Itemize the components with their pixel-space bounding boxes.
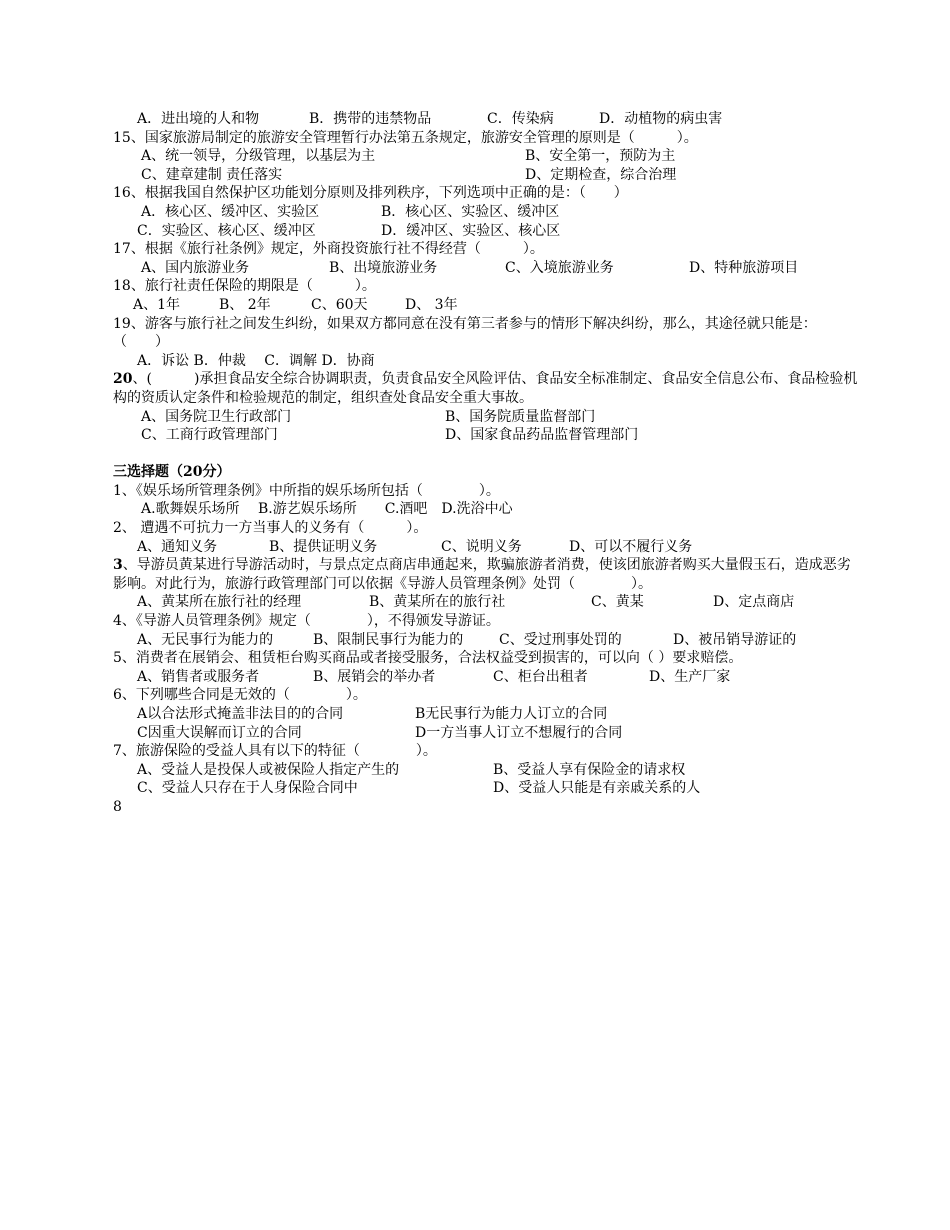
option-b: B．携带的违禁物品 — [309, 111, 432, 127]
option-d: D、定期检查，综合治理 — [525, 166, 677, 183]
question-15-stem: 15、国家旅游局制定的旅游安全管理暂行办法第五条规定，旅游安全管理的原则是（ ）。 — [113, 129, 698, 146]
option-d: D、国家食品药品监督管理部门 — [445, 427, 639, 444]
option-b: B、安全第一，预防为主 — [525, 148, 676, 165]
options-row — [113, 203, 858, 222]
option-d: D、定点商店 — [713, 594, 795, 611]
option-c: C、60天 — [311, 296, 368, 313]
option-a: A、统一领导，分级管理，以基层为主 — [141, 148, 376, 165]
question-text: 、( )承担食品安全综合协调职责，负责食品安全风险评估、食品安全标准制定、食品安全信息公布、食品检验机构的资质认定条件和检验规范的制定，组织查处食品安全重大事故。 — [113, 371, 858, 406]
option-d: D一方当事人订立不想履行的合同 — [415, 724, 623, 741]
option-c: C、受过刑事处罚的 — [499, 631, 622, 648]
option-a: A．进出境的人和物 — [137, 111, 260, 127]
question-7-stem: 7、旅游保险的受益人具有以下的特征（ ）。 — [113, 743, 437, 760]
option-d: D、 3年 — [405, 296, 458, 313]
question-number: 3 — [113, 557, 123, 574]
options-row — [113, 259, 858, 278]
question-16-stem: 16、根据我国自然保护区功能划分原则及排列秩序，下列选项中正确的是：（ ） — [113, 185, 628, 202]
option-b: B无民事行为能力人订立的合同 — [415, 706, 608, 722]
option-a: A、通知义务 — [137, 538, 218, 555]
options-row — [113, 705, 858, 724]
options-row — [113, 724, 858, 743]
option-d: D、生产厂家 — [649, 668, 731, 685]
options-row — [113, 538, 858, 557]
question-19-stem: 19、游客与旅行社之间发生纠纷，如果双方都同意在没有第三者参与的情形下解决纠纷，那么，其途径就只能是：（ ） — [113, 315, 817, 351]
option-a: A．核心区、缓冲区、实验区 — [141, 203, 320, 220]
question-18-stem: 18、旅行社责任保险的期限是（ ）。 — [113, 278, 376, 295]
option-a: A以合法形式掩盖非法目的的合同 — [137, 706, 344, 722]
question-3-stem — [113, 556, 858, 593]
option-c: C．实验区、核心区、缓冲区 — [137, 222, 316, 239]
question-8-number: 8 — [113, 798, 122, 815]
question-6-stem: 6、下列哪些合同是无效的（ ）。 — [113, 687, 367, 704]
option-c: C．传染病 — [487, 111, 554, 127]
question-5-stem: 5、消费者在展销会、租赁柜台购买商品或者接受服务，合法权益受到损害的，可以向（ ）要求赔偿。 — [113, 650, 743, 667]
options-row — [113, 110, 858, 129]
question-17-stem: 17、根据《旅行社条例》规定，外商投资旅行社不得经营（ ）。 — [113, 241, 544, 258]
question-1-stem: 1、《娱乐场所管理条例》中所指的娱乐场所包括（ ）。 — [113, 482, 500, 499]
option-b: B、限制民事行为能力的 — [313, 631, 464, 648]
options-row — [113, 166, 858, 185]
option-a: A、受益人是投保人或被保险人指定产生的 — [137, 761, 400, 778]
option-b: B、出境旅游业务 — [329, 259, 438, 276]
options-row — [113, 779, 858, 798]
options-row — [113, 296, 858, 315]
option-b: B、受益人享有保险金的请求权 — [493, 761, 686, 778]
options-row — [113, 761, 858, 780]
options-row — [113, 222, 858, 241]
option-a: A、1年 — [133, 296, 181, 313]
option-c: C、建章建制 责任落实 — [141, 166, 283, 183]
option-b: B、展销会的举办者 — [313, 668, 436, 685]
option-d: D、特种旅游项目 — [689, 259, 799, 276]
option-c: C、工商行政管理部门 — [141, 427, 278, 444]
option-d: D、被吊销导游证的 — [673, 631, 797, 648]
spacer — [113, 445, 858, 464]
options-row: A．诉讼 B．仲裁 C．调解 D．协商 — [137, 352, 375, 369]
option-a: A、销售者或服务者 — [137, 668, 260, 685]
options-row — [113, 668, 858, 687]
section-title: 三选择题（20分） — [113, 464, 231, 481]
option-b: B、提供证明义务 — [269, 538, 378, 555]
question-number: 20 — [113, 371, 133, 388]
option-c: C、说明义务 — [441, 538, 522, 555]
option-a: A、国内旅游业务 — [141, 259, 250, 276]
option-a: A、黄某所在旅行社的经理 — [137, 594, 302, 611]
option-d: D．缓冲区、实验区、核心区 — [381, 222, 561, 239]
options-row — [113, 408, 858, 427]
question-text: 、导游员黄某进行导游活动时，与景点定点商店串通起来，欺骗旅游者消费，使该团旅游者购买大量假玉石，造成恶劣影响。对此行为，旅游行政管理部门可以依据《导游人员管理条例》处罚（ ）。 — [113, 557, 851, 592]
option-b: B、国务院质量监督部门 — [445, 408, 596, 425]
question-20-stem — [113, 370, 858, 407]
options-row — [113, 147, 858, 166]
options-row — [113, 593, 858, 612]
option-c: C、受益人只存在于人身保险合同中 — [137, 780, 358, 797]
question-2-stem: 2、 遭遇不可抗力一方当事人的义务有（ ）。 — [113, 520, 428, 537]
options-row — [113, 631, 858, 650]
option-d: D、受益人只能是有亲戚关系的人 — [493, 780, 701, 797]
option-c: C因重大误解而订立的合同 — [137, 724, 302, 741]
question-list — [113, 110, 858, 817]
options-row — [113, 426, 858, 445]
option-c: C、柜台出租者 — [493, 668, 588, 685]
option-a: A、国务院卫生行政部门 — [141, 408, 292, 425]
option-b: B、黄某所在的旅行社 — [369, 594, 506, 611]
option-c: C、入境旅游业务 — [505, 259, 614, 276]
option-b: B、 2年 — [219, 296, 271, 313]
option-b: B．核心区、实验区、缓冲区 — [381, 203, 560, 220]
options-row: A.歌舞娱乐场所 B.游艺娱乐场所 C.酒吧 D.洗浴中心 — [141, 501, 513, 518]
option-a: A、无民事行为能力的 — [137, 631, 274, 648]
option-c: C、黄某 — [591, 594, 644, 611]
option-d: D．动植物的病虫害 — [599, 111, 723, 127]
option-d: D、可以不履行义务 — [569, 538, 693, 555]
question-4-stem: 4、《导游人员管理条例》规定（ ），不得颁发导游证。 — [113, 613, 500, 630]
